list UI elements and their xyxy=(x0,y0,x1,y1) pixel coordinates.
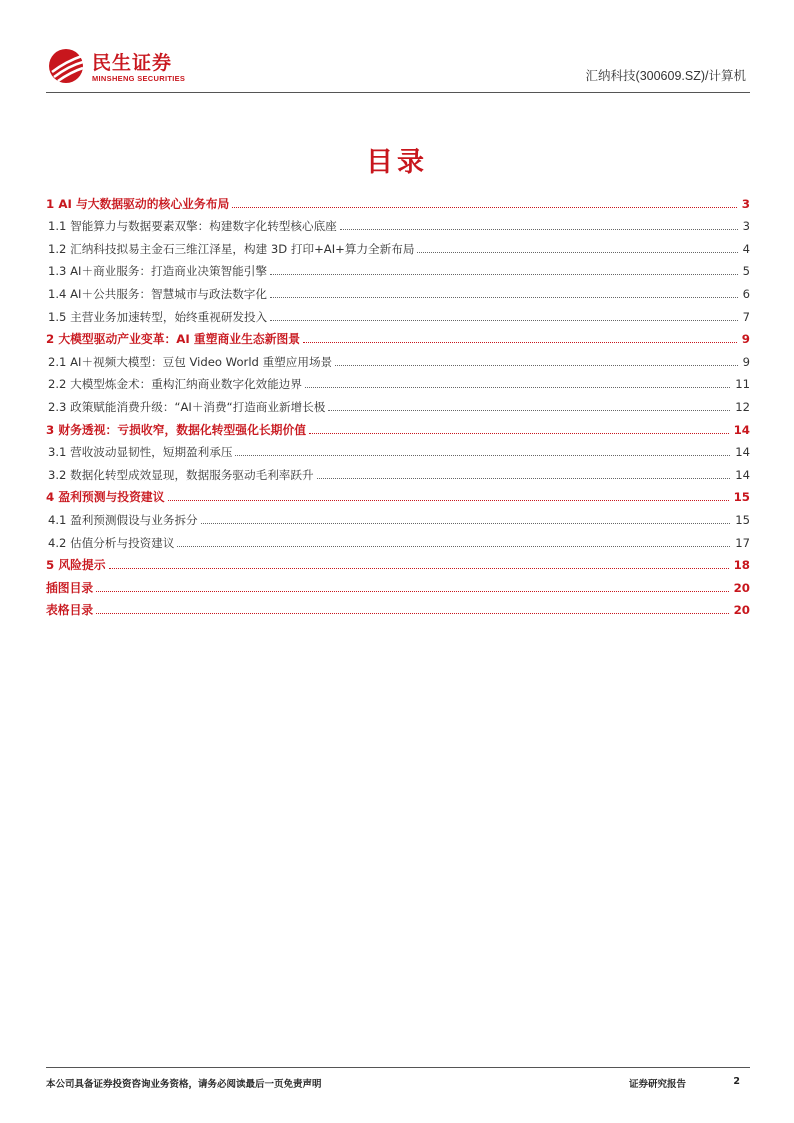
toc-entry-chapter[interactable] xyxy=(46,325,750,348)
toc-entry-section[interactable] xyxy=(46,302,750,325)
toc-dot-leader xyxy=(317,478,731,479)
toc-entry-page: 7 xyxy=(742,309,750,324)
toc-dot-leader xyxy=(305,387,730,388)
toc-entry-page: 15 xyxy=(733,490,750,505)
minsheng-logo-icon xyxy=(46,46,86,86)
toc-dot-leader xyxy=(328,410,730,411)
toc-dot-leader xyxy=(340,229,738,230)
toc-dot-leader xyxy=(270,274,738,275)
toc-dot-leader xyxy=(309,433,729,434)
toc-entry-section[interactable] xyxy=(46,460,750,483)
toc-title: 目录 xyxy=(366,147,428,178)
toc-dot-leader xyxy=(96,613,728,614)
toc-entry-label: 4.1 盈利预测假设与业务拆分 xyxy=(48,512,198,527)
toc-dot-leader xyxy=(417,252,737,253)
footer-doc-type: 证券研究报告 xyxy=(628,1079,686,1090)
toc-entry-label: 3.2 数据化转型成效显现，数据服务驱动毛利率跃升 xyxy=(48,467,314,482)
toc-entry-label: 1.2 汇纳科技拟易主金石三维江泽星，构建 3D 打印+AI+算力全新布局 xyxy=(48,241,415,256)
toc-entry-label: 3 财务透视：亏损收窄，数据化转型强化长期价值 xyxy=(46,422,307,437)
toc-entry-chapter[interactable] xyxy=(46,573,750,596)
toc-entry-label: 表格目录 xyxy=(46,603,94,618)
toc-entry-page: 15 xyxy=(735,512,750,527)
toc-dot-leader xyxy=(232,207,736,208)
brand-name-cn: 民生证券 xyxy=(92,52,173,74)
toc-entry-chapter[interactable] xyxy=(46,415,750,438)
toc-entry-chapter[interactable] xyxy=(46,189,750,212)
toc-entry-chapter[interactable] xyxy=(46,483,750,506)
toc-entry-section[interactable] xyxy=(46,528,750,551)
toc-entry-label: 1.3 AI＋商业服务：打造商业决策智能引擎 xyxy=(48,264,267,279)
toc-entry-label: 5 风险提示 xyxy=(46,558,106,573)
toc-entry-label: 1.4 AI＋公共服务：智慧城市与政法数字化 xyxy=(48,286,267,301)
toc-dot-leader xyxy=(335,365,737,366)
table-of-contents xyxy=(46,189,750,618)
toc-entry-section[interactable] xyxy=(46,212,750,235)
toc-entry-page: 14 xyxy=(735,467,750,482)
report-subject: 汇纳科技(300609.SZ)/计算机 xyxy=(585,69,746,83)
toc-dot-leader xyxy=(303,342,737,343)
toc-entry-page: 20 xyxy=(733,580,750,595)
toc-entry-label: 1.5 主营业务加速转型，始终重视研发投入 xyxy=(48,309,268,324)
toc-entry-section[interactable] xyxy=(46,234,750,257)
toc-entry-page: 18 xyxy=(733,558,750,573)
toc-entry-page: 20 xyxy=(733,603,750,618)
toc-entry-label: 2.1 AI＋视频大模型：豆包 Video World 重塑应用场景 xyxy=(48,354,333,369)
toc-entry-page: 4 xyxy=(742,241,750,256)
toc-dot-leader xyxy=(96,591,728,592)
toc-entry-page: 9 xyxy=(741,332,750,347)
toc-dot-leader xyxy=(270,297,738,298)
toc-entry-label: 插图目录 xyxy=(46,580,94,595)
page-footer xyxy=(46,1067,750,1098)
toc-dot-leader xyxy=(270,320,737,321)
minsheng-logo xyxy=(46,46,206,86)
toc-entry-page: 12 xyxy=(735,399,750,414)
toc-entry-section[interactable] xyxy=(46,279,750,302)
footer-page-number: 2 xyxy=(733,1076,740,1087)
toc-entry-section[interactable] xyxy=(46,505,750,528)
footer-disclaimer: 本公司具备证券投资咨询业务资格，请务必阅读最后一页免责声明 xyxy=(46,1079,322,1090)
toc-entry-label: 3.1 营收波动显韧性，短期盈利承压 xyxy=(48,445,233,460)
toc-entry-page: 14 xyxy=(733,422,750,437)
toc-entry-section[interactable] xyxy=(46,392,750,415)
toc-entry-chapter[interactable] xyxy=(46,551,750,574)
toc-entry-page: 9 xyxy=(742,354,750,369)
toc-entry-label: 4 盈利预测与投资建议 xyxy=(46,490,165,505)
brand-name-en: MINSHENG SECURITIES xyxy=(92,74,186,83)
toc-entry-page: 3 xyxy=(741,196,750,211)
toc-entry-label: 2.2 大模型炼金术：重构汇纳商业数字化效能边界 xyxy=(48,377,302,392)
toc-entry-section[interactable] xyxy=(46,438,750,461)
toc-entry-page: 11 xyxy=(735,377,750,392)
toc-entry-label: 1 AI 与大数据驱动的核心业务布局 xyxy=(46,196,230,211)
toc-entry-page: 5 xyxy=(742,264,750,279)
toc-entry-section[interactable] xyxy=(46,257,750,280)
toc-entry-section[interactable] xyxy=(46,347,750,370)
toc-entry-page: 14 xyxy=(735,445,750,460)
toc-entry-page: 3 xyxy=(742,219,750,234)
toc-dot-leader xyxy=(201,523,731,524)
toc-entry-label: 1.1 智能算力与数据要素双擎：构建数字化转型核心底座 xyxy=(48,219,337,234)
toc-entry-chapter[interactable] xyxy=(46,596,750,619)
toc-dot-leader xyxy=(109,568,729,569)
toc-dot-leader xyxy=(177,546,730,547)
toc-entry-label: 2.3 政策赋能消费升级：“AI＋消费“打造商业新增长极 xyxy=(48,399,326,414)
toc-entry-label: 4.2 估值分析与投资建议 xyxy=(48,535,175,550)
toc-entry-page: 6 xyxy=(742,286,750,301)
toc-entry-section[interactable] xyxy=(46,370,750,393)
toc-entry-page: 17 xyxy=(735,535,750,550)
toc-dot-leader xyxy=(168,500,729,501)
toc-entry-label: 2 大模型驱动产业变革：AI 重塑商业生态新图景 xyxy=(46,332,301,347)
toc-dot-leader xyxy=(235,455,730,456)
page-header xyxy=(46,42,750,93)
